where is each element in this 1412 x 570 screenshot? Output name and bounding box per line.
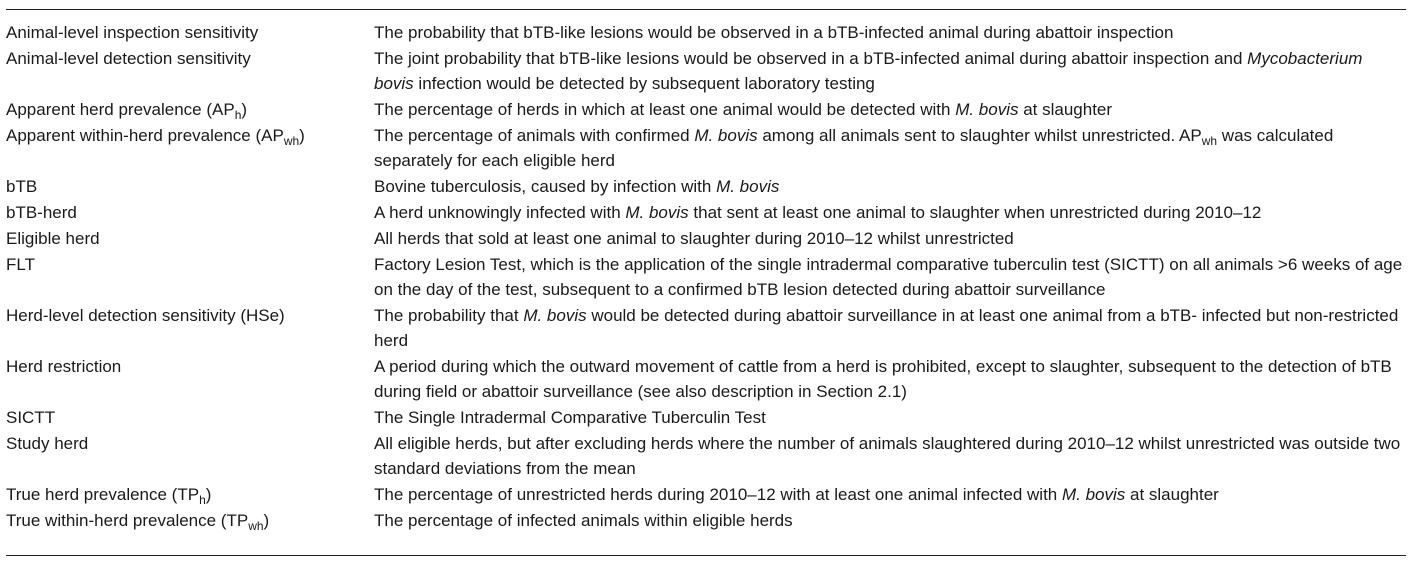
term-text: ) — [299, 126, 305, 145]
definition-text: The percentage of herds in which at least one animal would be detected with — [374, 100, 956, 119]
term-text: Apparent herd prevalence (AP — [6, 100, 235, 119]
term-text: ) — [205, 485, 212, 504]
definition-text: A herd unknowingly infected with — [374, 203, 626, 222]
definition-text: The probability that bTB-like lesions would be observed in a bTB-infected animal during abattoir inspection — [374, 23, 1174, 42]
definition-text: Bovine tuberculosis, caused by infection with — [374, 177, 717, 196]
definition-text: The joint probability that bTB-like lesions would be observed in a bTB-infected animal during abattoir inspection and — [374, 49, 1248, 68]
table-row — [6, 508, 1406, 534]
term-text: Herd restriction — [6, 357, 122, 376]
term-cell — [6, 508, 374, 534]
species-name: M. bovis — [523, 306, 587, 325]
term-text: Eligible herd — [6, 229, 100, 248]
term-cell — [6, 97, 374, 123]
term-text: Study herd — [6, 434, 89, 453]
table-row — [6, 431, 1406, 482]
definition-text: The percentage of animals with confirmed — [374, 126, 695, 145]
term-cell — [6, 252, 374, 303]
table-row — [6, 200, 1406, 226]
term-cell — [6, 405, 374, 431]
table-row — [6, 46, 1406, 97]
term-subscript: h — [199, 493, 206, 507]
table-row — [6, 20, 1406, 46]
definition-cell — [374, 46, 1406, 97]
term-cell — [6, 354, 374, 405]
definition-text: Factory Lesion Test, which is the application of the single intradermal comparative tuberculin test (SICTT) on all animals >6 weeks of age on the day of the test, subsequent to a confirmed bTB lesion detected during abattoir surveillance — [374, 255, 1403, 299]
table-row — [6, 226, 1406, 252]
species-name: M. bovis — [955, 100, 1019, 119]
term-text: ) — [241, 100, 248, 119]
species-name: M. bovis — [694, 126, 758, 145]
definition-text: infection would be detected by subsequent laboratory testing — [413, 74, 875, 93]
definition-subscript: wh — [1201, 134, 1218, 148]
table-row — [6, 405, 1406, 431]
term-cell — [6, 482, 374, 508]
definition-text: that sent at least one animal to slaughter when unrestricted during 2010–12 — [688, 203, 1262, 222]
term-cell — [6, 303, 374, 354]
term-cell — [6, 123, 374, 174]
term-text: Animal-level detection sensitivity — [6, 49, 251, 68]
definition-cell — [374, 200, 1406, 226]
term-text: FLT — [6, 255, 35, 274]
term-subscript: h — [234, 108, 242, 122]
definition-text: at slaughter — [1125, 485, 1219, 504]
term-text: Animal-level inspection sensitivity — [6, 23, 259, 42]
definition-text: The probability that — [374, 306, 524, 325]
definition-text: among all animals sent to slaughter whilst unrestricted. AP — [757, 126, 1202, 145]
table-top-rule — [6, 9, 1406, 10]
table-row — [6, 303, 1406, 354]
term-cell — [6, 174, 374, 200]
term-cell — [6, 226, 374, 252]
definition-text: at slaughter — [1018, 100, 1113, 119]
term-text: True herd prevalence (TP — [6, 485, 200, 504]
species-name: M. bovis — [625, 203, 689, 222]
definition-cell — [374, 20, 1406, 46]
term-text: bTB-herd — [6, 203, 77, 222]
definition-text: A period during which the outward movement of cattle from a herd is prohibited, except to slaughter, subsequent to the detection of bTB during field or abattoir surveillance (see also description in Section 2.1) — [374, 357, 1392, 401]
term-cell — [6, 200, 374, 226]
table-bottom-rule — [6, 555, 1406, 556]
definition-cell — [374, 252, 1406, 303]
term-cell — [6, 20, 374, 46]
table-row — [6, 252, 1406, 303]
term-cell — [6, 46, 374, 97]
term-cell — [6, 431, 374, 482]
definition-cell — [374, 431, 1406, 482]
definition-text: was calculated separately for each eligible herd — [374, 126, 1334, 170]
glossary-table — [6, 20, 1406, 534]
definition-cell — [374, 354, 1406, 405]
definition-text: The Single Intradermal Comparative Tuberculin Test — [374, 408, 766, 427]
table-row — [6, 123, 1406, 174]
term-text: Herd-level detection sensitivity (HSe) — [6, 306, 285, 325]
definition-text: All eligible herds, but after excluding herds where the number of animals slaughtered during 2010–12 whilst unrestricted was outside two standard deviations from the mean — [374, 434, 1401, 478]
species-name: Mycobacterium bovis — [374, 49, 1363, 93]
definition-text: The percentage of unrestricted herds during 2010–12 with at least one animal infected with — [374, 485, 1062, 504]
definition-cell — [374, 97, 1406, 123]
definition-text: would be detected during abattoir surveillance in at least one animal from a bTB- infected but non-restricted herd — [374, 306, 1399, 350]
term-text: True within-herd prevalence (TP — [6, 511, 249, 530]
term-text: bTB — [6, 177, 38, 196]
definition-cell — [374, 123, 1406, 174]
definition-cell — [374, 405, 1406, 431]
table-row — [6, 174, 1406, 200]
term-text: Apparent within-herd prevalence (AP — [6, 126, 284, 145]
term-subscript: wh — [283, 134, 300, 148]
definition-cell — [374, 482, 1406, 508]
term-text: SICTT — [6, 408, 56, 427]
species-name: M. bovis — [716, 177, 780, 196]
definition-cell — [374, 226, 1406, 252]
definition-text: The percentage of infected animals within eligible herds — [374, 511, 793, 530]
species-name: M. bovis — [1061, 485, 1126, 504]
term-text: ) — [263, 511, 270, 530]
definition-cell — [374, 303, 1406, 354]
table-row — [6, 482, 1406, 508]
definition-cell — [374, 508, 1406, 534]
table-row — [6, 97, 1406, 123]
term-subscript: wh — [248, 519, 264, 533]
definition-text: All herds that sold at least one animal to slaughter during 2010–12 whilst unrestricted — [374, 229, 1014, 248]
table-row — [6, 354, 1406, 405]
definition-cell — [374, 174, 1406, 200]
